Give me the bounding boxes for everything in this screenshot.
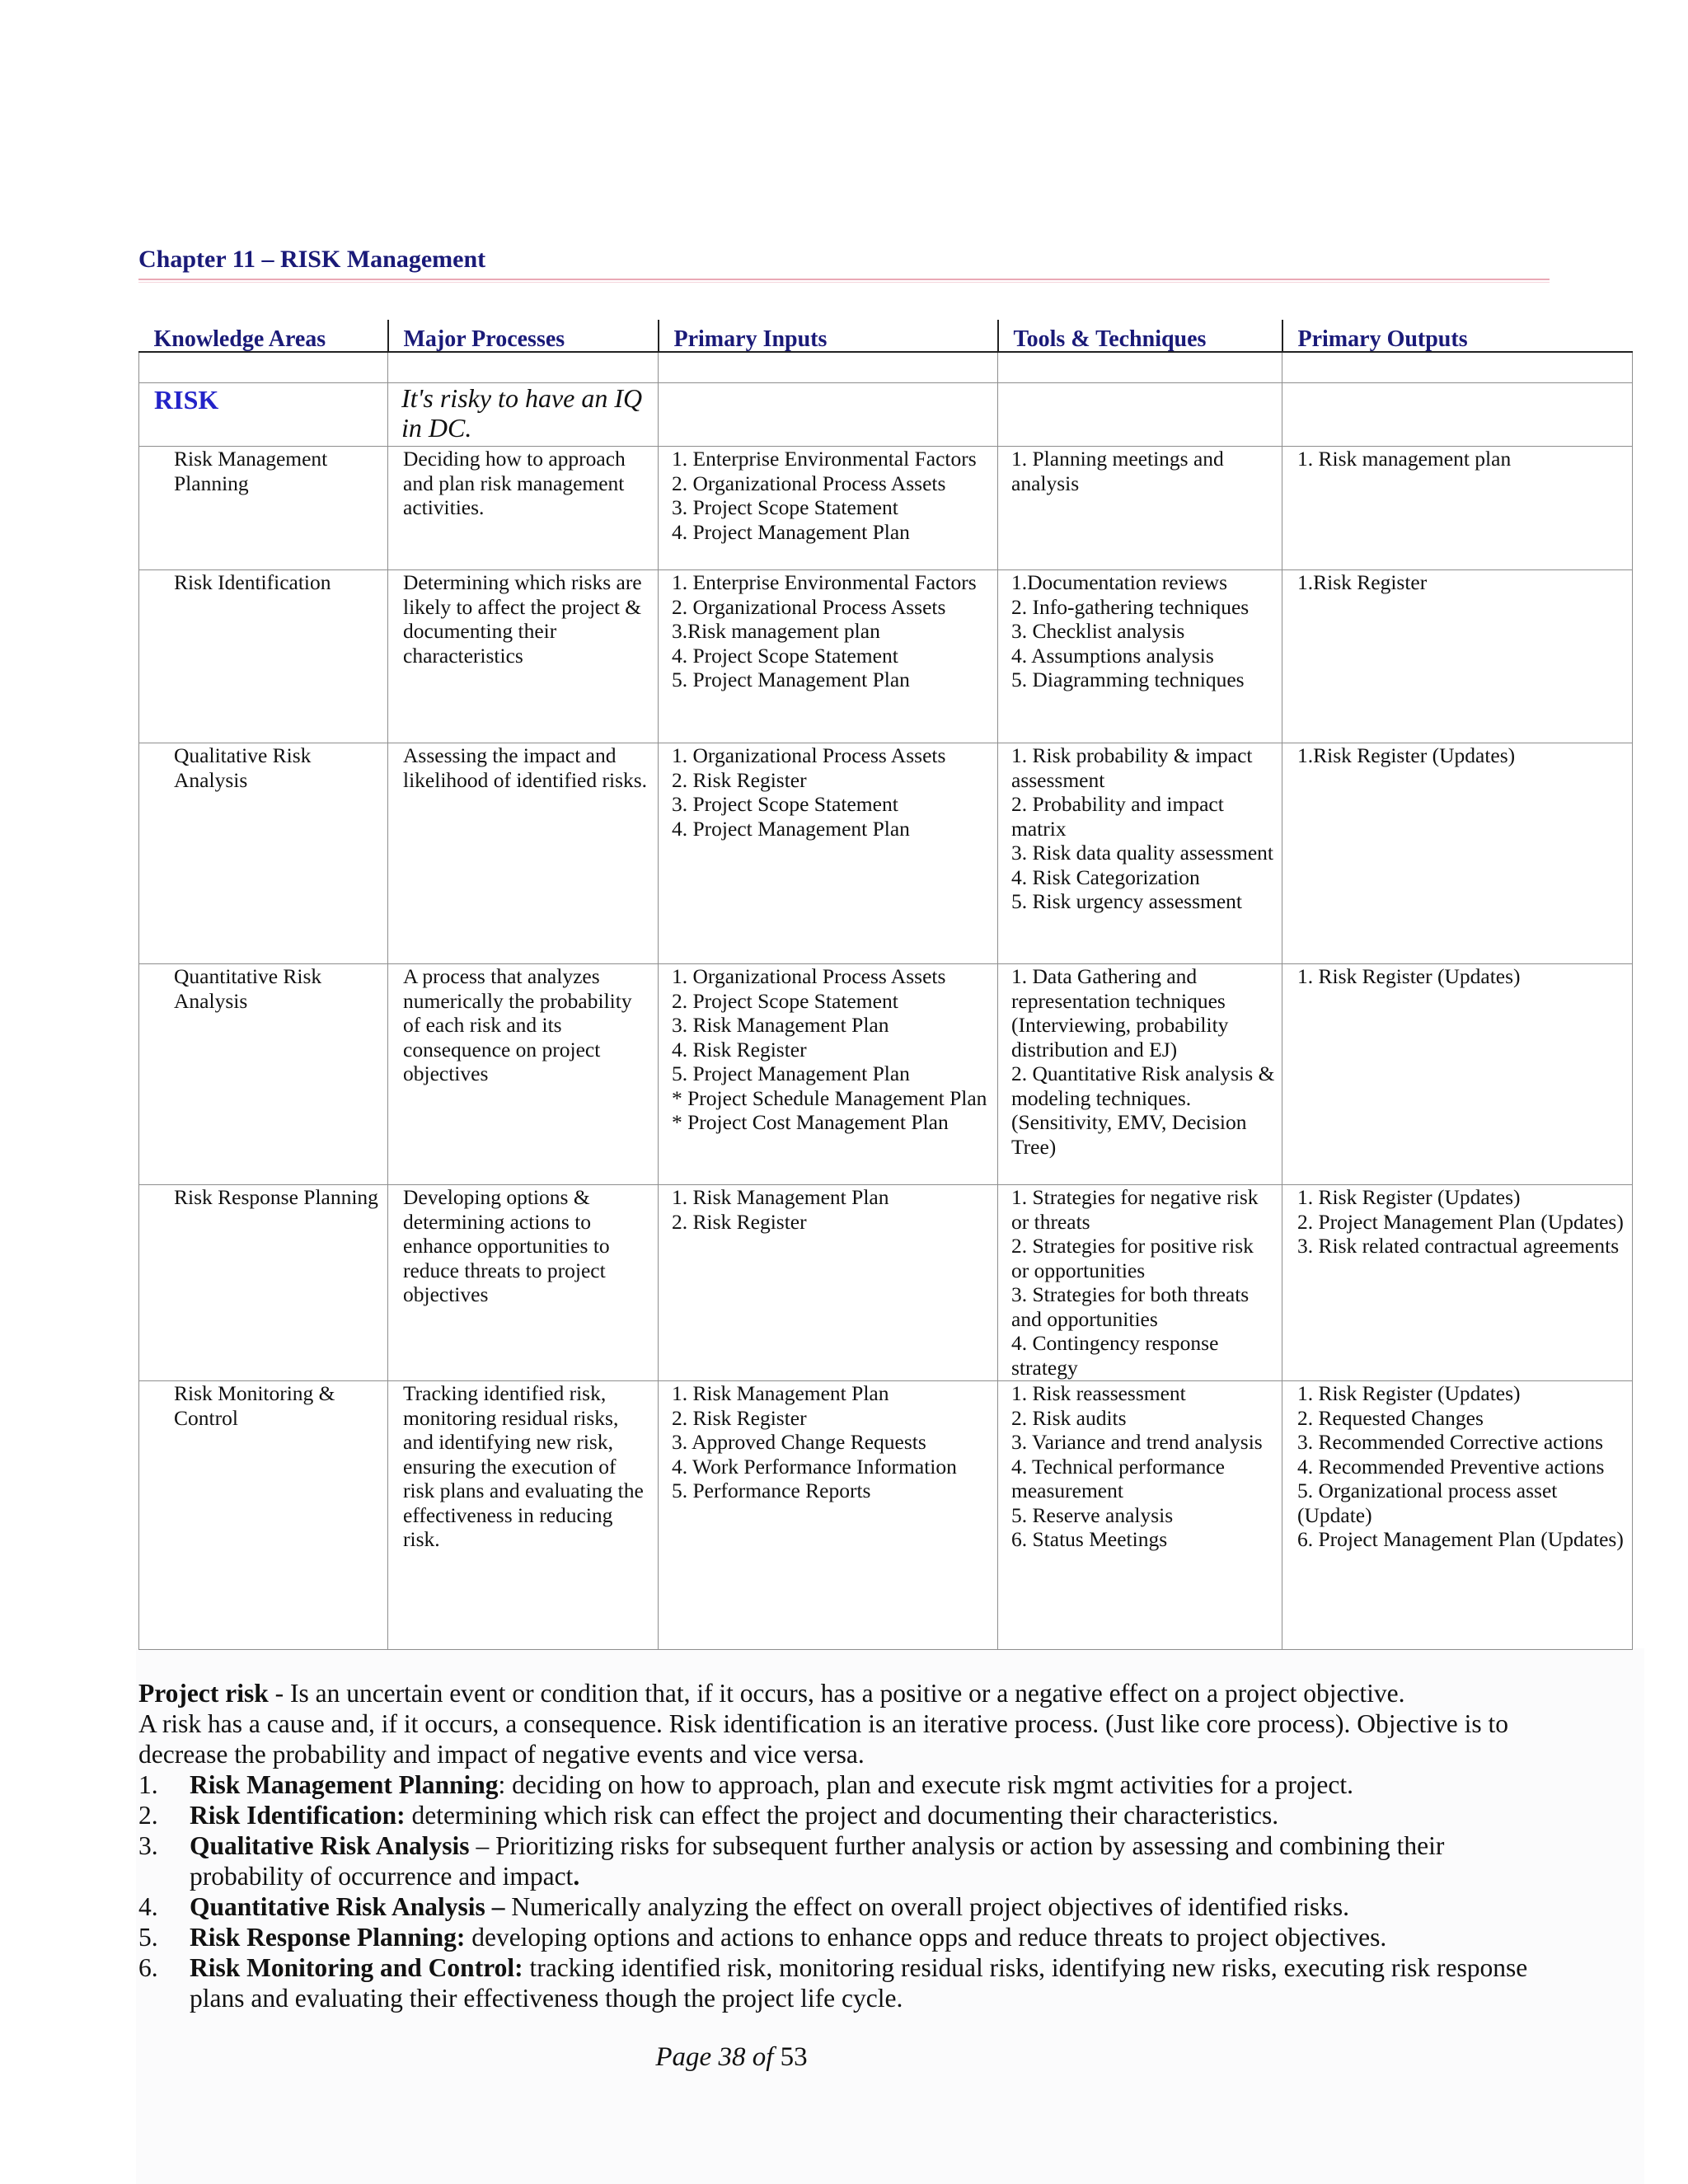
- table-header-row: [139, 320, 1633, 352]
- list-text: – Prioritizing risks for subsequent further analysis or action by assessing and combining their probability of occurrence and impact: [190, 1831, 1445, 1891]
- inputs-cell: 1. Risk Management Plan 2. Risk Register: [659, 1185, 998, 1381]
- list-term: Quantitative Risk Analysis –: [190, 1892, 505, 1921]
- header-major-processes: Major Processes: [388, 320, 659, 352]
- process-cell: Assessing the impact and likelihood of identified risks.: [388, 743, 659, 964]
- list-term: Risk Monitoring and Control:: [190, 1953, 523, 1982]
- list-number: 1.: [138, 1770, 158, 1799]
- page-of-word: of: [752, 2042, 774, 2072]
- knowledge-area-label: RISK: [139, 383, 388, 447]
- list-number: 5.: [138, 1923, 158, 1952]
- area-cell: Risk Management Planning: [139, 447, 388, 570]
- outputs-cell: 1. Risk Register (Updates) 2. Project Management Plan (Updates) 3. Risk related contractual agreements: [1282, 1185, 1633, 1381]
- risk-notes: [138, 1678, 1548, 2013]
- outputs-cell: 1. Risk Register (Updates): [1282, 964, 1633, 1185]
- process-cell: Determining which risks are likely to affect the project & documenting their characteristics: [388, 570, 659, 743]
- area-cell: Quantitative Risk Analysis: [139, 964, 388, 1185]
- process-cell: A process that analyzes numerically the probability of each risk and its consequence on project objectives: [388, 964, 659, 1185]
- header-tools-techniques: Tools & Techniques: [998, 320, 1282, 352]
- project-risk-definition: [138, 1678, 1548, 1708]
- chapter-title: Chapter 11 – RISK Management: [138, 246, 486, 273]
- table-row: [139, 1381, 1633, 1650]
- process-cell: Developing options & determining actions to enhance opportunities to reduce threats to project objectives: [388, 1185, 659, 1381]
- area-cell: Risk Response Planning: [139, 1185, 388, 1381]
- list-text: developing options and actions to enhance opps and reduce threats to project objectives.: [465, 1923, 1387, 1952]
- tools-cell: 1.Documentation reviews 2. Info-gathering techniques 3. Checklist analysis 4. Assumptions analysis 5. Diagramming techniques: [998, 570, 1282, 743]
- list-item: [138, 1952, 1548, 2013]
- list-item: [138, 1769, 1548, 1800]
- list-item: [138, 1891, 1548, 1922]
- risk-explanation: A risk has a cause and, if it occurs, a consequence. Risk identification is an iterative process. (Just like core process). Objective is to decrease the probability and impact of negative events and vice versa.: [138, 1709, 1508, 1769]
- list-term: Risk Management Planning: [190, 1770, 499, 1799]
- knowledge-area-row: [139, 383, 1633, 447]
- list-number: 4.: [138, 1892, 158, 1921]
- definition-term: Project risk: [138, 1679, 269, 1708]
- list-text: determining which risk can effect the project and documenting their characteristics.: [405, 1801, 1279, 1830]
- area-cell: Risk Monitoring & Control: [139, 1381, 388, 1650]
- page-number-footer: [0, 2042, 1463, 2073]
- outputs-cell: 1. Risk Register (Updates) 2. Requested Changes 3. Recommended Corrective actions 4. Recommended Preventive actions 5. Organizational process asset (Update) 6. Project Management Plan (Updates): [1282, 1381, 1633, 1650]
- list-item: [138, 1830, 1548, 1891]
- process-cell: Tracking identified risk, monitoring residual risks, and identifying new risk, ensuring the execution of risk plans and evaluating the effectiveness in reducing risk.: [388, 1381, 659, 1650]
- table-row: [139, 743, 1633, 964]
- inputs-cell: 1. Organizational Process Assets 2. Risk Register 3. Project Scope Statement 4. Project Management Plan: [659, 743, 998, 964]
- page-word: Page: [655, 2042, 712, 2072]
- list-item: [138, 1800, 1548, 1830]
- table-row: [139, 570, 1633, 743]
- list-term: Risk Identification:: [190, 1801, 406, 1830]
- tools-cell: 1. Planning meetings and analysis: [998, 447, 1282, 570]
- title-rule: [138, 279, 1550, 283]
- table-row: [139, 1185, 1633, 1381]
- process-cell: Deciding how to approach and plan risk management activities.: [388, 447, 659, 570]
- mnemonic-motto: It's risky to have an IQ in DC.: [388, 383, 659, 447]
- list-text: tracking identified risk, monitoring residual risks, identifying new risks, executing risk response plans and evaluating their effectiveness though the project life cycle.: [190, 1953, 1528, 2013]
- list-tail: .: [573, 1862, 580, 1891]
- table-row: [139, 447, 1633, 570]
- outputs-cell: 1. Risk management plan: [1282, 447, 1633, 570]
- area-cell: Qualitative Risk Analysis: [139, 743, 388, 964]
- list-number: 3.: [138, 1831, 158, 1860]
- list-term: Qualitative Risk Analysis: [190, 1831, 470, 1860]
- process-list: [138, 1769, 1548, 2013]
- header-primary-inputs: Primary Inputs: [659, 320, 998, 352]
- list-term: Risk Response Planning:: [190, 1923, 466, 1952]
- tools-cell: 1. Strategies for negative risk or threats 2. Strategies for positive risk or opportunities 3. Strategies for both threats and opportunities 4. Contingency response strategy: [998, 1185, 1282, 1381]
- list-text: : deciding on how to approach, plan and execute risk mgmt activities for a project.: [498, 1770, 1353, 1799]
- list-item: [138, 1922, 1548, 1952]
- page-current: 38: [718, 2042, 746, 2072]
- definition-text: - Is an uncertain event or condition that, if it occurs, has a positive or a negative effect on a project objective.: [268, 1679, 1405, 1708]
- outputs-cell: 1.Risk Register (Updates): [1282, 743, 1633, 964]
- tools-cell: 1. Risk reassessment 2. Risk audits 3. Variance and trend analysis 4. Technical performance measurement 5. Reserve analysis 6. Status Meetings: [998, 1381, 1282, 1650]
- list-text: Numerically analyzing the effect on overall project objectives of identified risks.: [504, 1892, 1350, 1921]
- area-cell: Risk Identification: [139, 570, 388, 743]
- list-number: 2.: [138, 1801, 158, 1830]
- inputs-cell: 1. Enterprise Environmental Factors 2. Organizational Process Assets 3.Risk management plan 4. Project Scope Statement 5. Project Management Plan: [659, 570, 998, 743]
- table-row: [139, 964, 1633, 1185]
- tools-cell: 1. Data Gathering and representation techniques (Interviewing, probability distribution and EJ) 2. Quantitative Risk analysis & modeling techniques. (Sensitivity, EMV, Decision Tree): [998, 964, 1282, 1185]
- table-spacer-row: [139, 352, 1633, 383]
- header-knowledge-areas: Knowledge Areas: [153, 326, 326, 352]
- tools-cell: 1. Risk probability & impact assessment 2. Probability and impact matrix 3. Risk data quality assessment 4. Risk Categorization 5. Risk urgency assessment: [998, 743, 1282, 964]
- page-total: 53: [780, 2042, 808, 2072]
- inputs-cell: 1. Organizational Process Assets 2. Project Scope Statement 3. Risk Management Plan 4. Risk Register 5. Project Management Plan * Project Schedule Management Plan * Project Cost Management Plan: [659, 964, 998, 1185]
- outputs-cell: 1.Risk Register: [1282, 570, 1633, 743]
- risk-processes-table: [138, 320, 1633, 1650]
- inputs-cell: 1. Risk Management Plan 2. Risk Register 3. Approved Change Requests 4. Work Performance Information 5. Performance Reports: [659, 1381, 998, 1650]
- inputs-cell: 1. Enterprise Environmental Factors 2. Organizational Process Assets 3. Project Scope Statement 4. Project Management Plan: [659, 447, 998, 570]
- list-number: 6.: [138, 1953, 158, 1982]
- header-primary-outputs: Primary Outputs: [1282, 320, 1633, 352]
